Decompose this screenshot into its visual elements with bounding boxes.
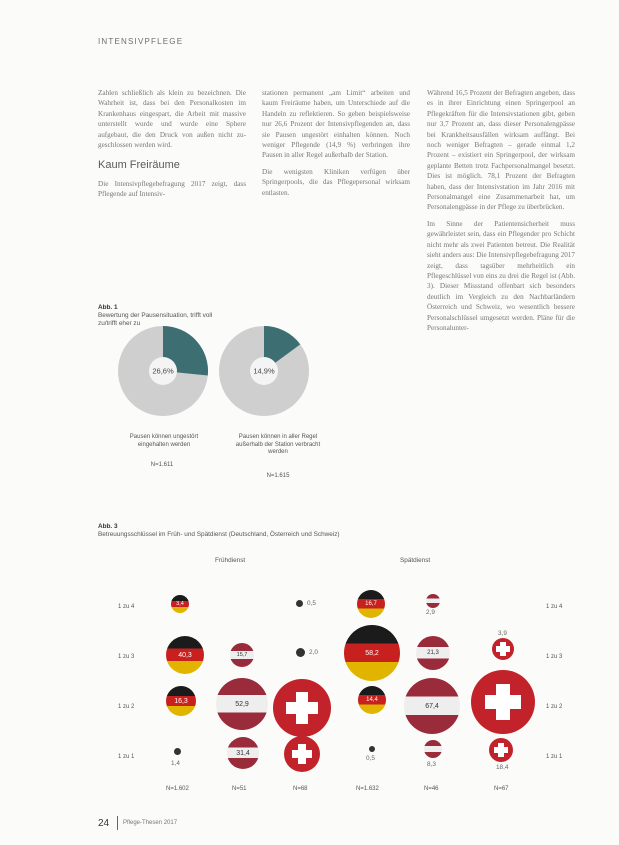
paragraph: Im Sinne der Patientensicherheit muss gewährleistet sein, dass ein Pflegender pro Schicht nicht mehr als zwei Patienten betreut. Die Realität sieht anders aus: Die Intensivpflegebefragung 2017 zeigt, dass tagsüber mehrheitlich ein Pflegeschlüssel von eins zu drei die Regel ist (Abb. 3). Dieser Missstand offenbart sich besonders deutlich im Vergleich zu den Nachbarländern Österreich und Schweiz, wo wesentlich bessere Personalschlüssel umgesetzt werden. Pläne für die Personalunter- — [427, 219, 575, 332]
pie-caption: Pausen können ungestört eingehalten werden — [129, 434, 199, 448]
bubble-ch: 37,3 — [284, 736, 320, 772]
n-label: N=46 — [424, 786, 439, 792]
pie-charts — [112, 326, 312, 416]
paragraph: stationen permanent „am Limit“ arbeiten und kaum Freiräume haben, um Unterschiede auf die Handeln zu reflektieren. So geben beispielsweise nur 26,6 Prozent der Intensivpflegenden an, dass sie Pausen ungestört einhalten können. Noch weniger Pflegende (14,9 %) verbringen ihre Pausen in aller Regel außerhalb der Station. — [262, 89, 410, 160]
n-label: N=1.602 — [166, 786, 189, 792]
figure-title: Bewertung der Pausensituation, trifft voll zu/trifft eher zu — [98, 312, 213, 327]
bubble-at: 67,4 — [404, 678, 460, 734]
bubble-ch — [296, 600, 303, 607]
footer-journal: Pflege-Thesen 2017 — [123, 820, 178, 826]
paragraph: Während 16,5 Prozent der Befragten angeben, dass es in ihrer Einrichtung einen Springerpool an Pflegekräften für die Intensivstationen gibt, geben nur 3,7 Prozent an, dass dieser Personalengpässe bei Krankheitsausfällen wirksam auffängt. Bei noch weniger Befragten – gerade einmal 1,2 Prozent – existiert ein Springerpool, der wirksam geplante Betten trotz Fachpersonalmangel besetzt. Dies ist möglich. 78,1 Prozent der Befragten haben, dass der Intensivstation im Jahr 2016 mit Personalmangel eine Zusammenarbeit hat, um Personalengpässe in der Pflege zu überbrücken. — [427, 89, 575, 212]
figure-label: Abb. 1 — [98, 304, 118, 311]
bubble-value: 0,5 — [307, 600, 316, 607]
bubble-at: 52,9 — [216, 678, 268, 730]
text-column-2 — [262, 88, 410, 204]
pie-value-label: 14,9% — [253, 366, 275, 376]
section-heading: Kaum Freiräume — [98, 159, 180, 172]
n-label: N=67 — [494, 786, 509, 792]
row-label-right: 1 zu 4 — [546, 604, 563, 610]
n-label: N=68 — [293, 786, 308, 792]
bubble-de — [174, 748, 181, 755]
bubble-value: 3,9 — [498, 630, 507, 637]
pie-n: N=1.611 — [150, 462, 174, 468]
bubble-ch: 77,6 — [471, 670, 535, 734]
n-label: N=51 — [232, 786, 247, 792]
bubble-at: 31,4 — [227, 737, 259, 769]
group-header-spaet: Spätdienst — [400, 557, 431, 564]
footer-divider — [117, 816, 118, 830]
bubble-de: 3,4 — [171, 595, 189, 613]
pie-chart-pausen-ungestoert — [118, 326, 208, 416]
paragraph: Die wenigsten Kliniken verfügen über Springerpools, die das Pflegepersonal wirksam entlasten. — [262, 167, 410, 197]
bubble-at — [424, 740, 442, 758]
bubble-at: 15,7 — [230, 643, 254, 667]
page-number: 24 — [98, 818, 110, 829]
pie-caption: Pausen können in aller Regel außerhalb der Station verbracht werden — [235, 434, 321, 455]
pie-n: N=1.615 — [266, 473, 290, 479]
row-label-left: 1 zu 4 — [118, 604, 135, 610]
bubble-value: 0,5 — [366, 755, 375, 762]
group-header-frueh: Frühdienst — [215, 557, 246, 564]
bubble-de — [369, 746, 375, 752]
pie-value-label: 26,6% — [152, 366, 174, 376]
row-label-left: 1 zu 1 — [118, 754, 135, 760]
bubble-value: 1,4 — [171, 760, 180, 767]
bubble-ch: 64,7 — [273, 679, 331, 737]
bubble-ch — [296, 648, 305, 657]
paragraph: Zahlen schließlich als klein zu bezeichnen. Die Wahrheit ist, dass bei den Personalkosten im Krankenhaus eingespart, die Arbeit mit massive unterstellt wurde und wurde eine Sphere aufgebaut, die den Druck von außen nicht zu-geschlossen werden wird. — [98, 89, 246, 150]
text-column-1 — [98, 88, 246, 206]
figure-1-caption — [98, 304, 218, 328]
paragraph: Die Intensivpflegebefragung 2017 zeigt, dass Pflegende auf Intensiv- — [98, 179, 246, 199]
row-label-left: 1 zu 2 — [118, 704, 135, 710]
bubble-at: 21,3 — [416, 636, 450, 670]
row-label-left: 1 zu 3 — [118, 654, 135, 660]
bubble-value: 8,3 — [427, 761, 436, 768]
row-label-right: 1 zu 1 — [546, 754, 563, 760]
row-label-right: 1 zu 3 — [546, 654, 563, 660]
bubble-de: 40,3 — [166, 636, 204, 674]
figure-title: Betreuungsschlüssel im Früh- und Spätdienst (Deutschland, Österreich und Schweiz) — [98, 531, 340, 538]
bubble-ch — [489, 738, 513, 762]
bubble-value: 2,0 — [309, 649, 318, 656]
bubble-de: 16,7 — [357, 590, 385, 618]
row-label-right: 1 zu 2 — [546, 704, 563, 710]
bubble-de: 14,4 — [358, 686, 386, 714]
bubble-value: 2,9 — [426, 609, 435, 616]
bubble-value: 18,4 — [496, 764, 509, 771]
bubble-ch — [492, 638, 514, 660]
text-column-3 — [427, 88, 575, 339]
figure-3-caption — [98, 523, 548, 539]
bubble-at — [426, 594, 440, 608]
section-label: INTENSIVPFLEGE — [98, 37, 184, 46]
n-label: N=1.632 — [356, 786, 379, 792]
figure-label: Abb. 3 — [98, 523, 118, 530]
bubble-de: 16,3 — [166, 686, 196, 716]
bubble-de: 58,2 — [344, 625, 400, 681]
pie-chart-pausen-ausserhalb — [219, 326, 309, 416]
